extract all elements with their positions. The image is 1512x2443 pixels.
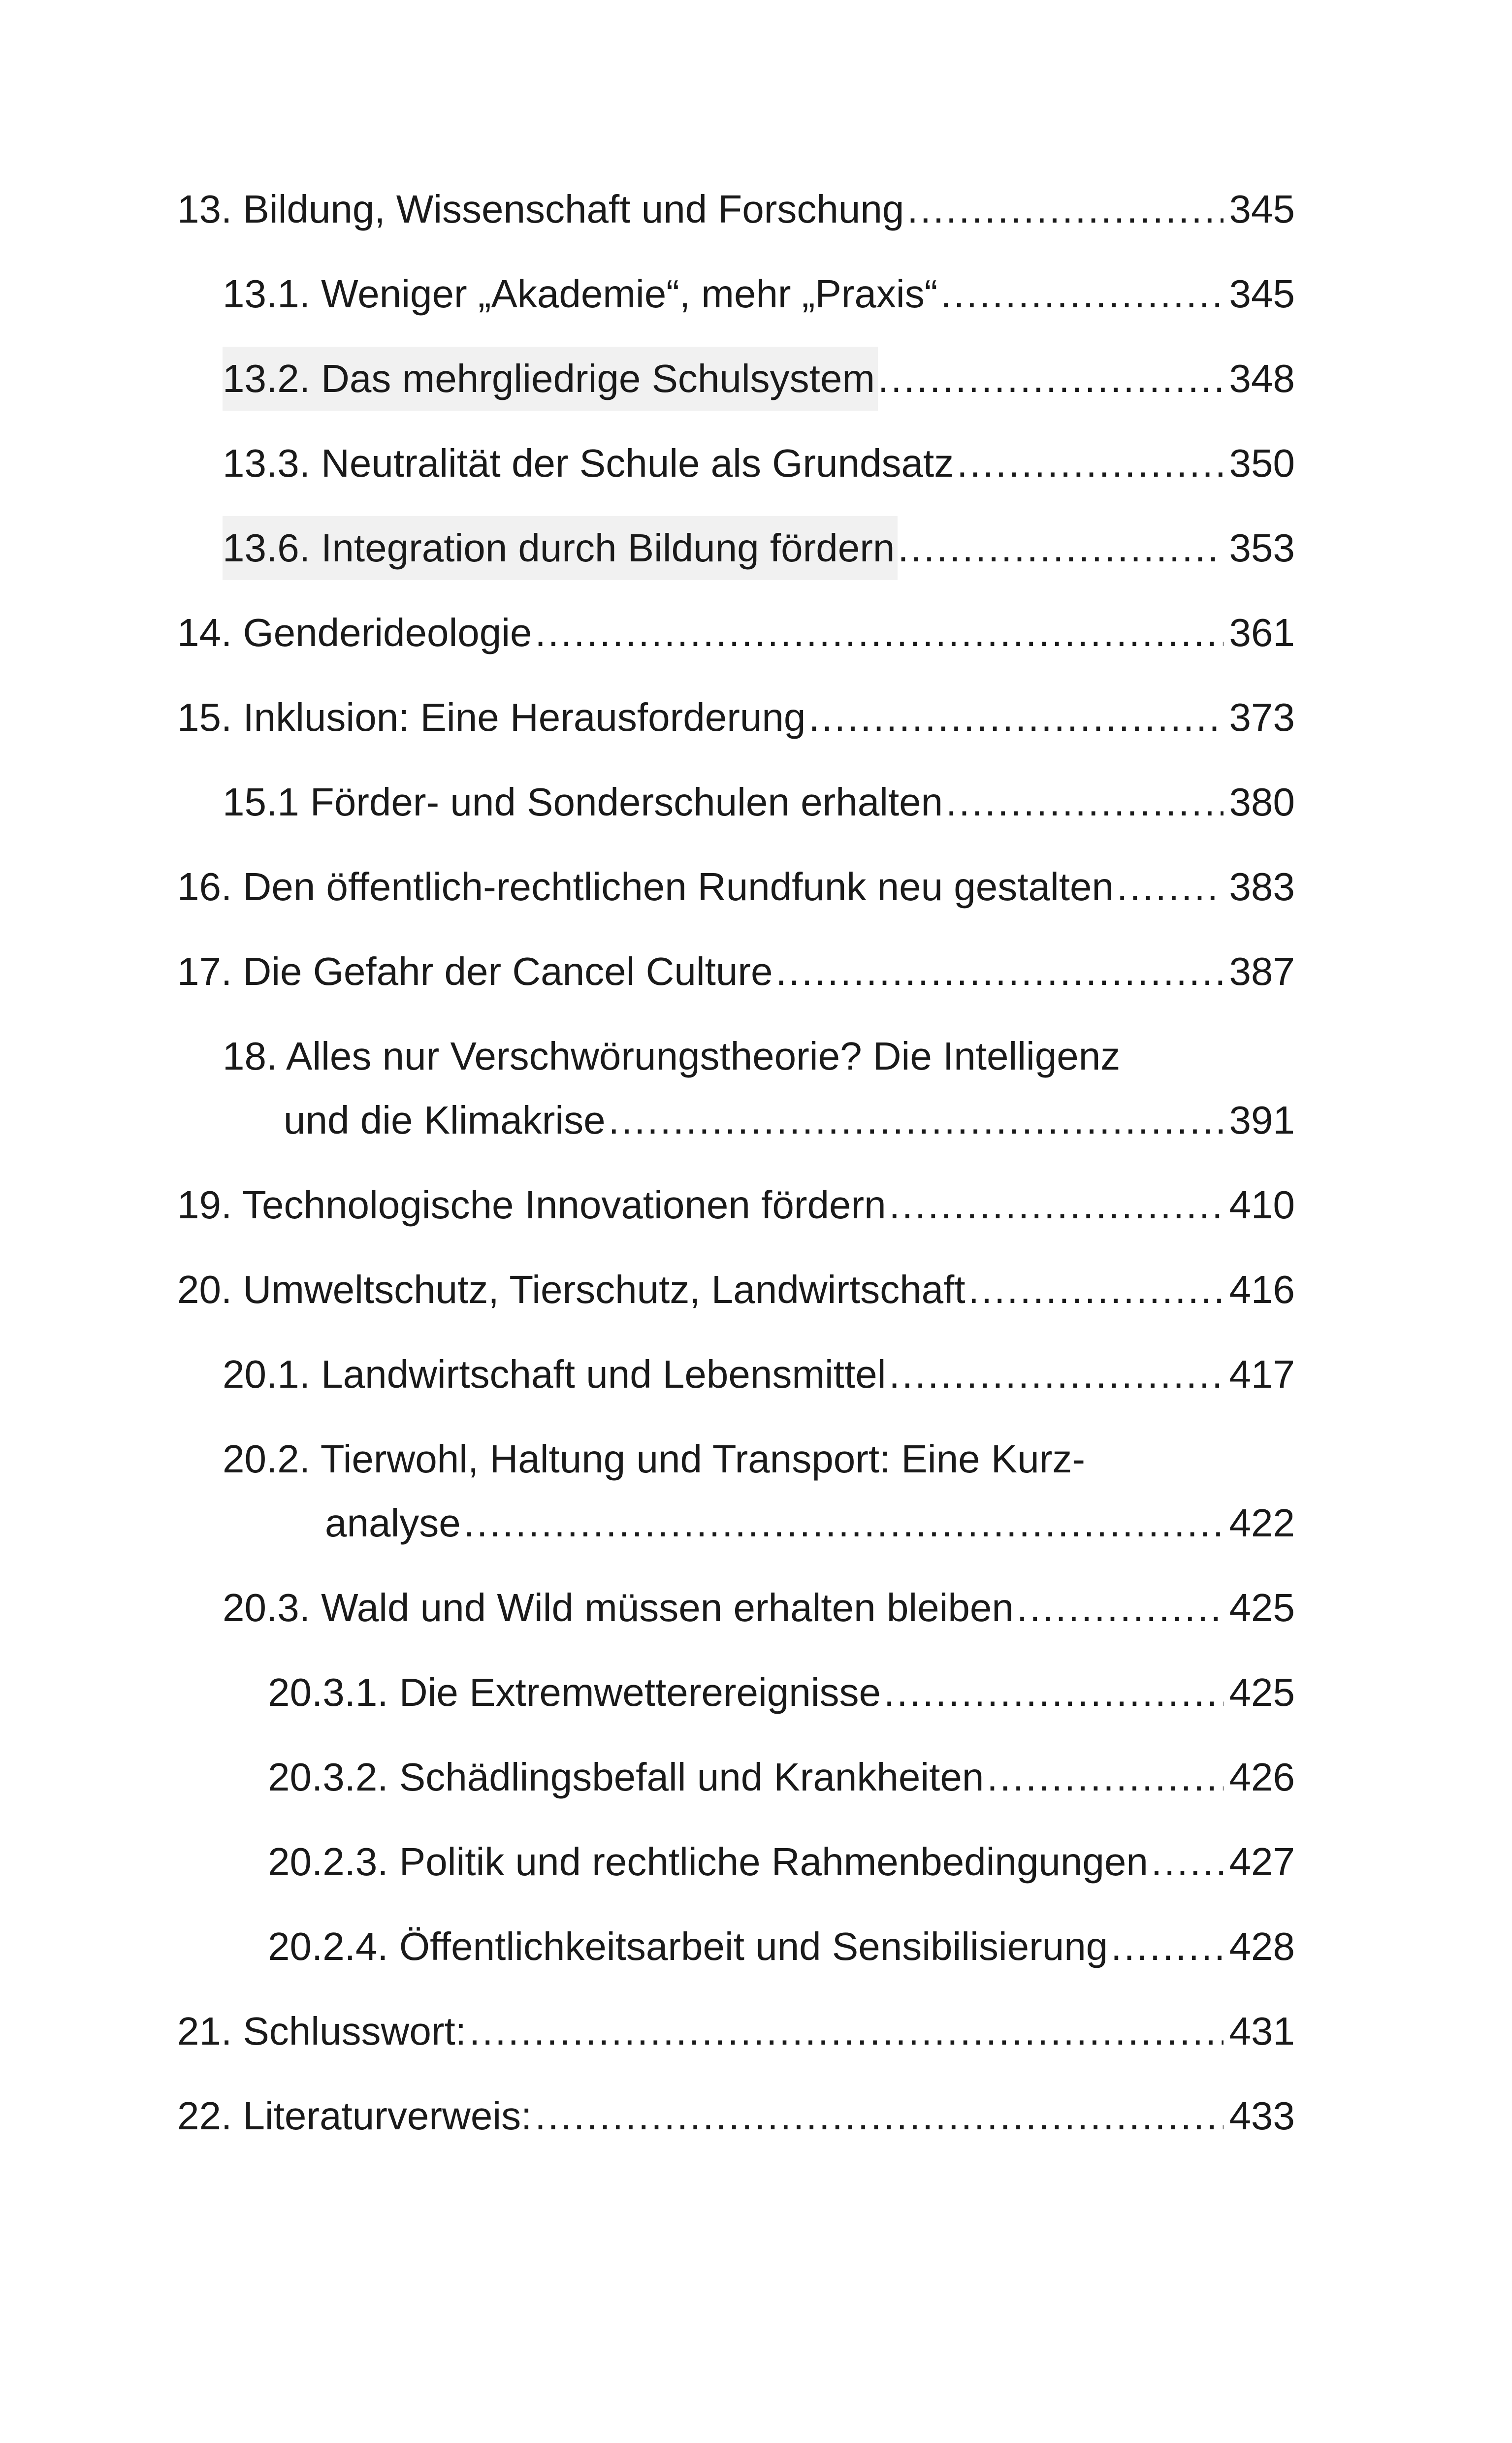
dot-leader [889, 1342, 1223, 1406]
toc-entry [177, 1661, 1295, 1725]
toc-entry-title: 13. Bildung, Wissenschaft und Forschung [177, 177, 907, 241]
toc-entry-page: 387 [1223, 940, 1295, 1004]
toc-entry-title: 20.3.1. Die Extremwetterereignisse [268, 1661, 884, 1725]
toc-entry-page: 345 [1223, 177, 1295, 241]
toc-entry [177, 855, 1295, 919]
toc-entry-title-line1: 20.2. Tierwohl, Haltung und Transport: Eine Kurz- [223, 1437, 1086, 1481]
toc-entry [177, 1173, 1295, 1237]
toc-entry-page: 391 [1223, 1088, 1295, 1152]
dot-leader [987, 1745, 1223, 1809]
toc-entry-page: 422 [1223, 1491, 1295, 1555]
toc-entry [177, 1830, 1295, 1894]
dot-leader [889, 1173, 1223, 1237]
table-of-contents [177, 177, 1295, 2169]
toc-entry-page: 425 [1223, 1576, 1295, 1640]
dot-leader [535, 2084, 1223, 2148]
toc-entry-title: 13.3. Neutralität der Schule als Grundsatz [223, 431, 957, 495]
toc-entry-page: 410 [1223, 1173, 1295, 1237]
dot-leader [469, 1999, 1223, 2063]
toc-entry-page: 431 [1223, 1999, 1295, 2063]
toc-entry-title-line2: analyse [325, 1491, 464, 1555]
dot-leader [1017, 1576, 1223, 1640]
dot-leader [957, 431, 1223, 495]
toc-entry-title: 15.1 Förder- und Sonderschulen erhalten [223, 770, 946, 834]
toc-entry-page: 373 [1223, 685, 1295, 749]
toc-entry-title: 17. Die Gefahr der Cancel Culture [177, 940, 776, 1004]
toc-entry-title: 20. Umweltschutz, Tierschutz, Landwirtschaft [177, 1258, 968, 1322]
dot-leader [898, 516, 1223, 580]
toc-entry [177, 685, 1295, 749]
toc-entry-page: 353 [1223, 516, 1295, 580]
dot-leader [878, 347, 1223, 411]
toc-entry [177, 770, 1295, 834]
toc-entry [177, 1745, 1295, 1809]
toc-entry [177, 1342, 1295, 1406]
toc-entry-page: 433 [1223, 2084, 1295, 2148]
toc-entry-page: 383 [1223, 855, 1295, 919]
dot-leader [609, 1088, 1223, 1152]
toc-entry-title: 14. Genderideologie [177, 601, 535, 665]
dot-leader [940, 262, 1223, 326]
toc-entry-title: 21. Schlusswort: [177, 1999, 469, 2063]
toc-entry-page: 416 [1223, 1258, 1295, 1322]
toc-entry [177, 431, 1295, 495]
toc-entry-page: 380 [1223, 770, 1295, 834]
toc-entry-title: 20.2.3. Politik und rechtliche Rahmenbedingungen [268, 1830, 1151, 1894]
toc-entry-title: 13.1. Weniger „Akademie“, mehr „Praxis“ [223, 262, 940, 326]
toc-entry-page: 361 [1223, 601, 1295, 665]
toc-entry [177, 177, 1295, 241]
toc-entry-page: 428 [1223, 1915, 1295, 1979]
toc-entry-title-line2: und die Klimakrise [284, 1088, 609, 1152]
toc-entry-title: 22. Literaturverweis: [177, 2084, 535, 2148]
toc-entry [177, 262, 1295, 326]
dot-leader [808, 685, 1223, 749]
toc-entry-page: 348 [1223, 347, 1295, 411]
dot-leader [464, 1491, 1223, 1555]
dot-leader [907, 177, 1223, 241]
toc-entry [177, 601, 1295, 665]
toc-entry [177, 1427, 1295, 1555]
toc-entry [177, 1915, 1295, 1979]
toc-entry [177, 1999, 1295, 2063]
toc-entry-title: 13.2. Das mehrgliedrige Schulsystem [223, 347, 878, 411]
toc-entry [177, 1576, 1295, 1640]
toc-entry-title: 20.1. Landwirtschaft und Lebensmittel [223, 1342, 889, 1406]
toc-entry-title: 20.3. Wald und Wild müssen erhalten bleiben [223, 1576, 1017, 1640]
dot-leader [1151, 1830, 1223, 1894]
toc-entry-title: 19. Technologische Innovationen fördern [177, 1173, 889, 1237]
dot-leader [884, 1661, 1223, 1725]
toc-entry-title: 15. Inklusion: Eine Herausforderung [177, 685, 808, 749]
toc-entry-page: 417 [1223, 1342, 1295, 1406]
toc-entry [177, 940, 1295, 1004]
toc-entry-title: 20.3.2. Schädlingsbefall und Krankheiten [268, 1745, 987, 1809]
dot-leader [1117, 855, 1223, 919]
dot-leader [776, 940, 1223, 1004]
toc-entry-page: 425 [1223, 1661, 1295, 1725]
toc-entry-page: 345 [1223, 262, 1295, 326]
dot-leader [1111, 1915, 1223, 1979]
toc-entry [177, 516, 1295, 580]
toc-entry-title-line1: 18. Alles nur Verschwörungstheorie? Die Intelligenz [223, 1034, 1121, 1078]
toc-entry-page: 427 [1223, 1830, 1295, 1894]
dot-leader [968, 1258, 1223, 1322]
toc-entry [177, 1024, 1295, 1152]
toc-entry [177, 2084, 1295, 2148]
dot-leader [535, 601, 1223, 665]
toc-entry-page: 350 [1223, 431, 1295, 495]
toc-entry [177, 1258, 1295, 1322]
toc-entry [177, 347, 1295, 411]
toc-entry-title: 16. Den öffentlich-rechtlichen Rundfunk neu gestalten [177, 855, 1117, 919]
toc-entry-title: 13.6. Integration durch Bildung fördern [223, 516, 898, 580]
dot-leader [946, 770, 1223, 834]
toc-entry-title: 20.2.4. Öffentlichkeitsarbeit und Sensibilisierung [268, 1915, 1111, 1979]
toc-entry-page: 426 [1223, 1745, 1295, 1809]
